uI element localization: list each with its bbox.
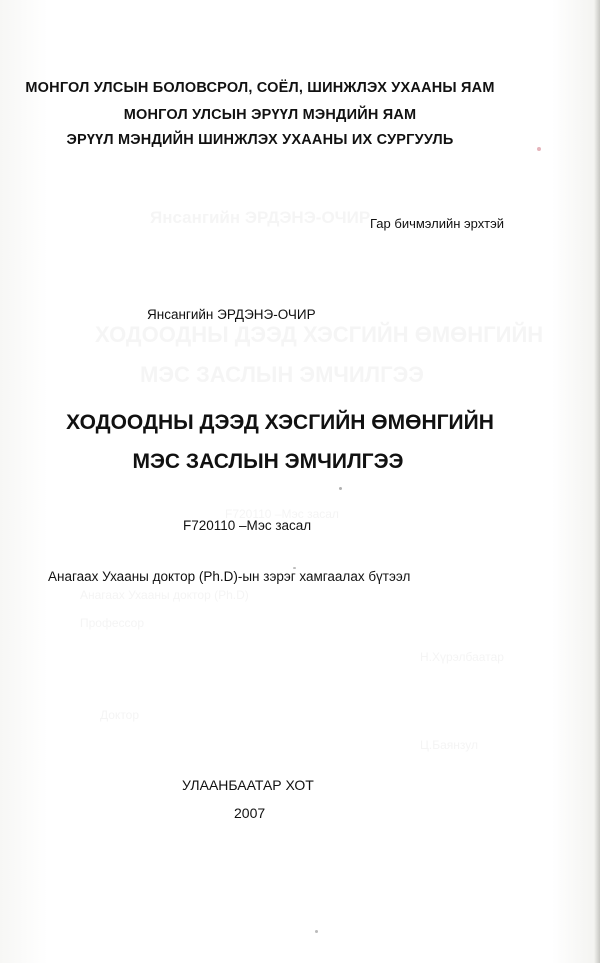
paper-speck — [315, 930, 318, 933]
show-through-text: Ц.Баянзул — [420, 738, 478, 752]
show-through-text: МЭС ЗАСЛЫН ЭМЧИЛГЭЭ — [140, 362, 424, 387]
specialty-code: F720110 –Мэс засал — [183, 518, 312, 533]
thesis-title-line-1: ХОДООДНЫ ДЭЭД ХЭСГИЙН ӨМӨНГИЙН — [66, 411, 494, 434]
paper-speck — [537, 147, 541, 151]
ministry-health-line: МОНГОЛ УЛСЫН ЭРҮҮЛ МЭНДИЙН ЯАМ — [123, 107, 417, 123]
manuscript-rights-note: Гар бичмэлийн эрхтэй — [370, 216, 504, 231]
ministry-education-line: МОНГОЛ УЛСЫН БОЛОВСРОЛ, СОЁЛ, ШИНЖЛЭХ УХААНЫ ЯАМ — [25, 80, 495, 96]
show-through-text: F720110 –Мэс засал — [225, 507, 339, 521]
show-through-text: Доктор — [100, 708, 140, 722]
publication-year: 2007 — [234, 805, 266, 821]
show-through-text: ХОДООДНЫ ДЭЭД ХЭСГИЙН ӨМӨНГИЙН — [95, 322, 544, 347]
show-through-text: Н.Хүрэлбаатар — [420, 650, 504, 664]
paper-speck — [339, 487, 342, 490]
publication-place: УЛААНБААТАР ХОТ — [182, 777, 314, 793]
author-name: Янсангийн ЭРДЭНЭ-ОЧИР — [147, 307, 316, 322]
show-through-text: Анагаах Ухааны доктор (Ph.D) — [80, 588, 249, 602]
thesis-title-line-2: МЭС ЗАСЛЫН ЭМЧИЛГЭЭ — [132, 450, 404, 473]
show-through-text: Профессор — [80, 616, 145, 630]
university-line: ЭРҮҮЛ МЭНДИЙН ШИНЖЛЭХ УХААНЫ ИХ СУРГУУЛЬ — [66, 132, 454, 148]
show-through-text: Янсангийн ЭРДЭНЭ-ОЧИР — [150, 208, 371, 227]
degree-statement: Анагаах Ухааны доктор (Ph.D)-ын зэрэг хамгаалах бүтээл — [48, 569, 411, 584]
